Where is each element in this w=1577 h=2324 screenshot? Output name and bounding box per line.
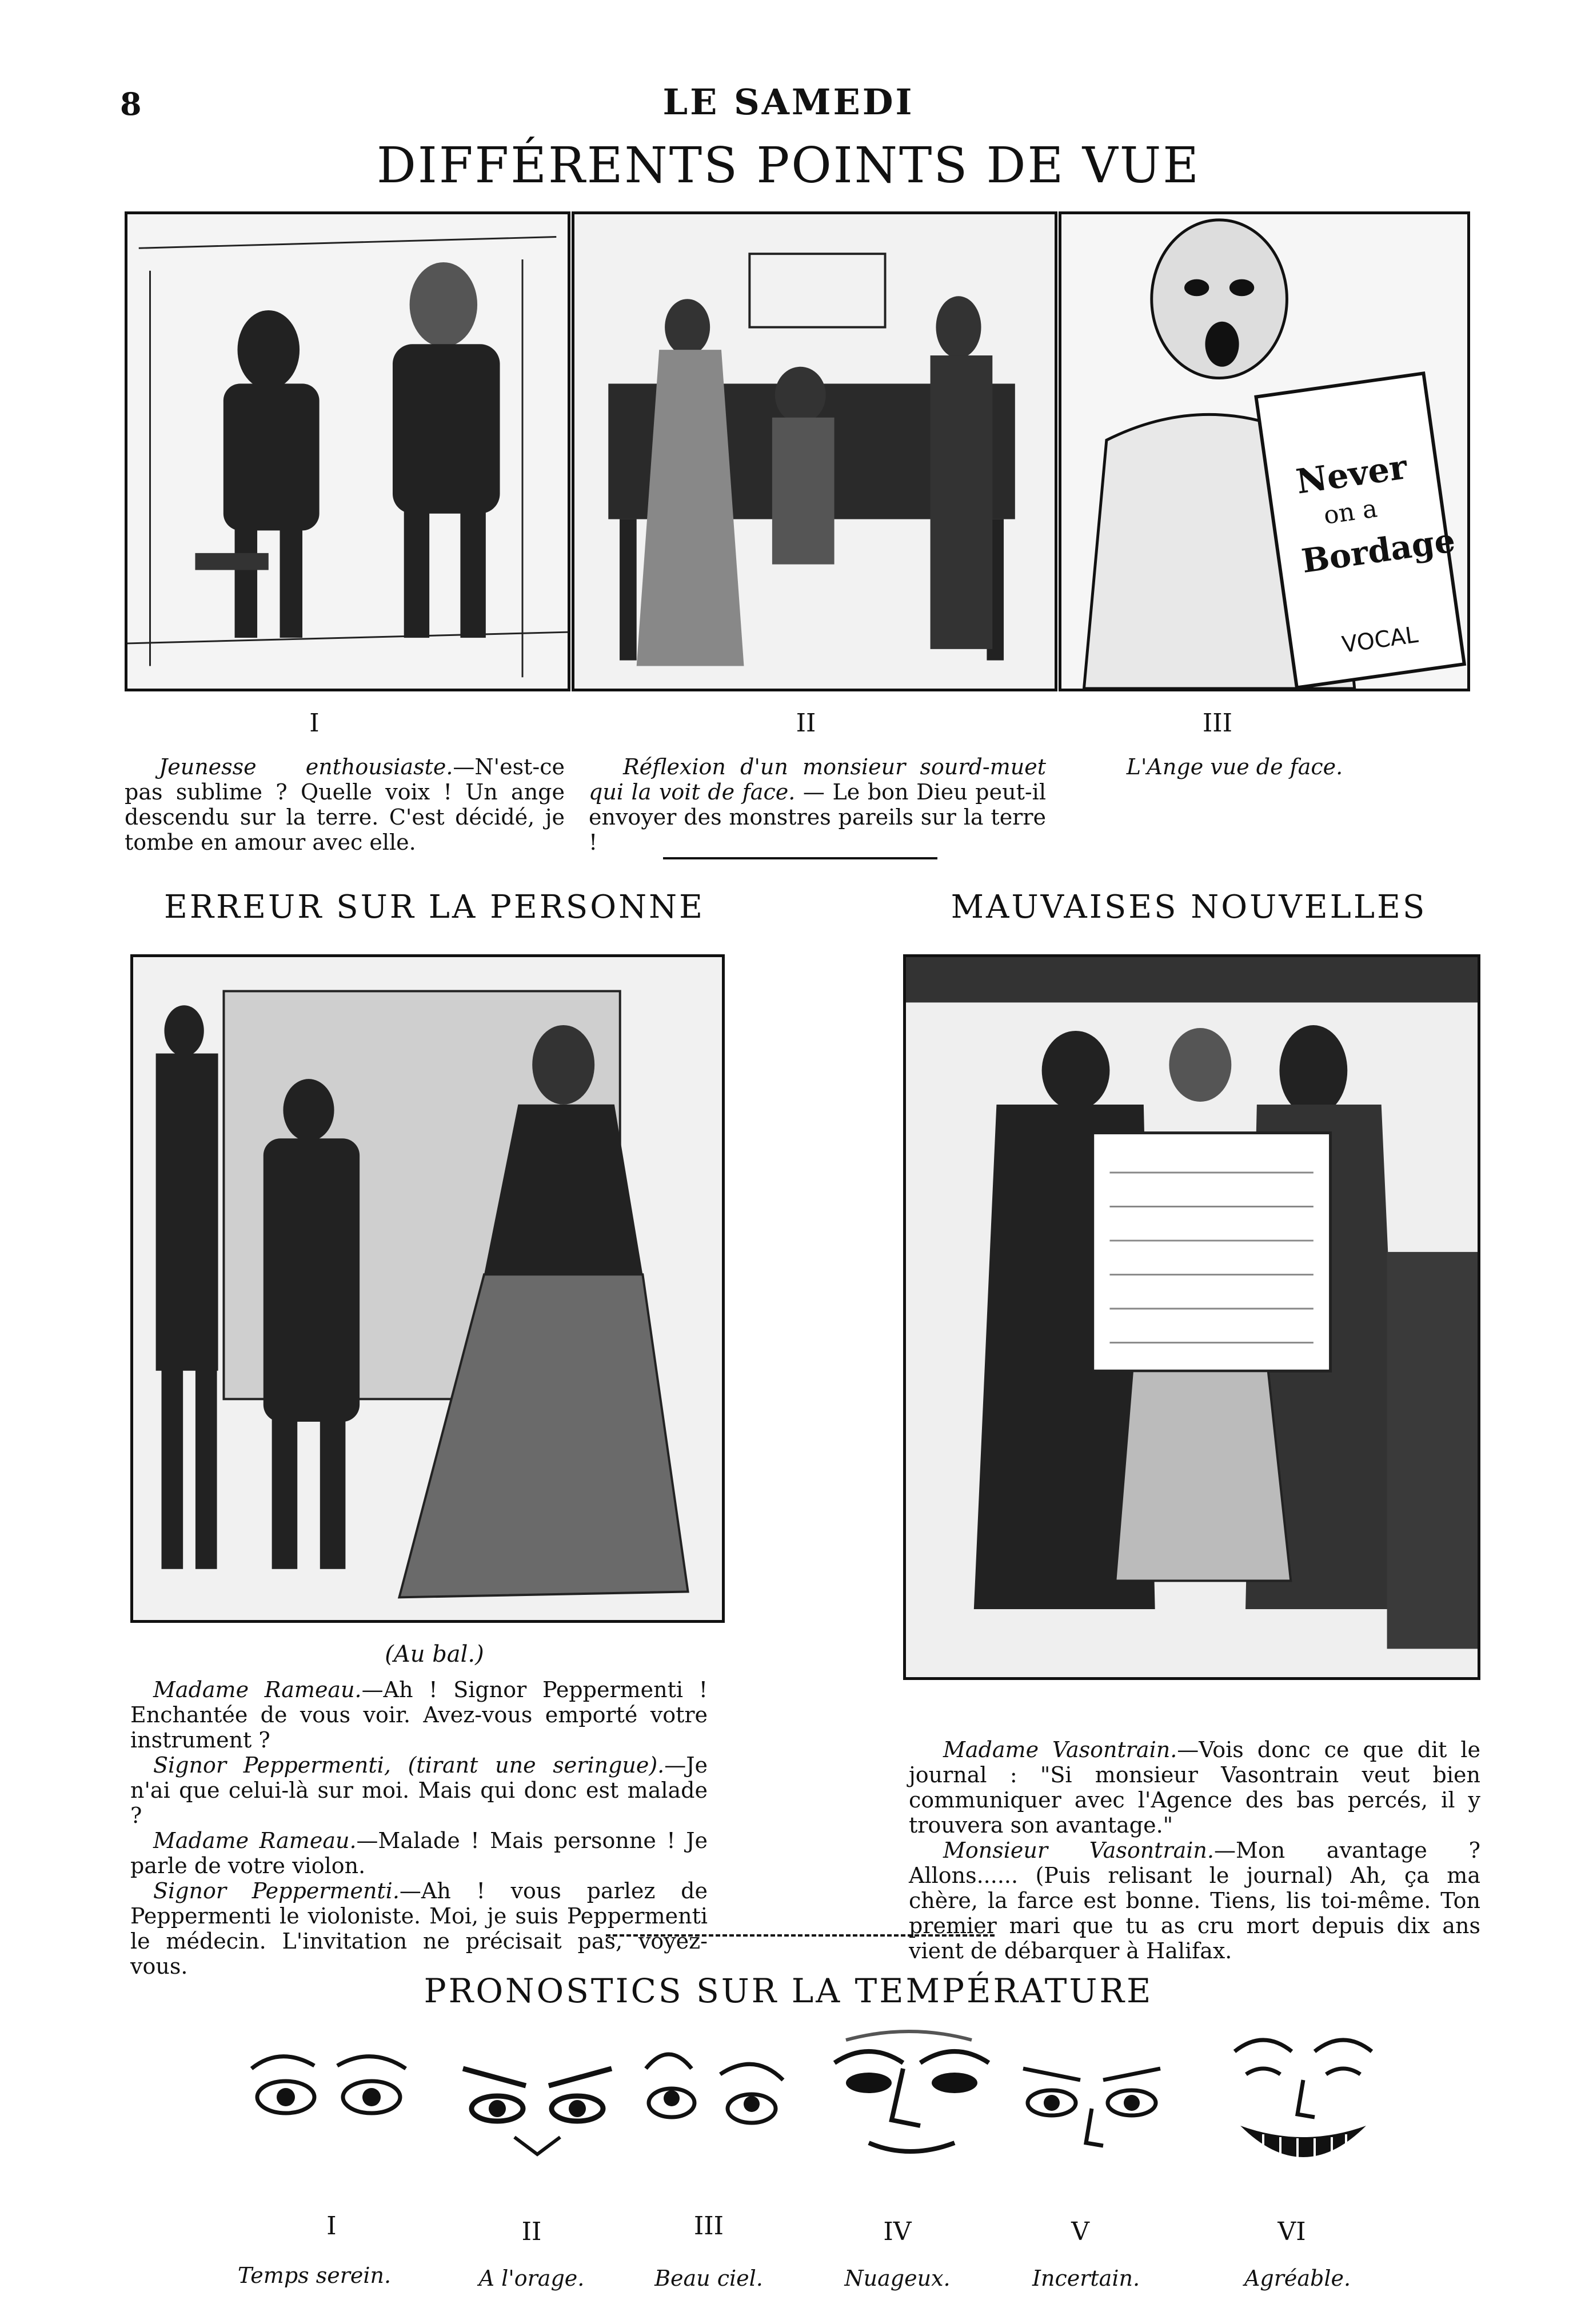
erreur-line-1 — [130, 1677, 708, 1753]
face-5-numeral: V — [1071, 2217, 1089, 2246]
erreur-dialogue — [130, 1677, 708, 1979]
masthead: LE SAMEDI — [662, 81, 915, 123]
erreur-line-3 — [130, 1828, 708, 1878]
face-6-label: Agréable. — [1244, 2266, 1351, 2291]
illustration-mauvaises — [903, 954, 1480, 1680]
face-2-label: A l'orage. — [478, 2266, 585, 2291]
erreur-line-2-text: —Je n'ai que celui-là sur moi. Mais qui donc est malade ? — [130, 1753, 708, 1828]
mauvaises-heading: MAUVAISES NOUVELLES — [951, 889, 1427, 926]
mauvaises-line-2-speaker: Monsieur Vasontrain. — [943, 1838, 1214, 1863]
erreur-scene-note: (Au bal.) — [385, 1641, 484, 1667]
illustration-erreur — [130, 954, 725, 1623]
panel-2-numeral: II — [796, 709, 816, 738]
face-4-numeral: IV — [883, 2217, 912, 2246]
erreur-line-4 — [130, 1878, 708, 1979]
erreur-line-2 — [130, 1753, 708, 1828]
face-2-numeral: II — [521, 2217, 542, 2246]
mauvaises-line-2-text: —Mon avantage ? Allons...... (Puis relisant le journal) Ah, ça ma chère, la farce est bonne. Tiens, lis toi-même. Ton premier mari que tu as cru mort depuis dix ans vient de débarquer à Halifax. — [909, 1838, 1480, 1963]
sheet-music-vocal: VOCAL — [1340, 621, 1420, 658]
erreur-heading: ERREUR SUR LA PERSONNE — [163, 889, 705, 926]
erreur-line-3-speaker: Madame Rameau. — [153, 1828, 357, 1853]
mauvaises-line-1 — [909, 1737, 1480, 1838]
illustration-panel-2 — [572, 211, 1057, 691]
erreur-line-1-speaker: Madame Rameau. — [153, 1677, 362, 1702]
panel-2-caption — [589, 754, 1046, 855]
face-5 — [1012, 2046, 1172, 2171]
face-3 — [634, 2046, 789, 2160]
panel-1-caption-speaker: Jeunesse enthousiaste. — [159, 754, 453, 779]
erreur-line-1-text: —Ah ! Signor Peppermenti ! Enchantée de vous voir. Avez-vous emporté votre instrument ? — [130, 1677, 708, 1753]
section-divider-1 — [663, 857, 937, 859]
face-3-label: Beau ciel. — [654, 2266, 763, 2291]
panel-2-caption-speaker: Réflexion d'un monsieur sourd-muet qui la voit de face. — [589, 754, 1046, 805]
illustration-panel-3 — [1059, 211, 1470, 691]
sheet-music-bordage: Bordage — [1299, 520, 1458, 581]
face-5-label: Incertain. — [1032, 2266, 1140, 2291]
panel-1-numeral: I — [309, 709, 320, 738]
erreur-line-4-text: —Ah ! vous parlez de Peppermenti le violoniste. Moi, je suis Peppermenti le médecin. L'invitation ne précisait pas, voyez-vous. — [130, 1878, 708, 1979]
erreur-line-4-speaker: Signor Peppermenti. — [153, 1878, 400, 1903]
panel-3-caption — [1086, 754, 1383, 779]
face-1-label: Temps serein. — [237, 2263, 392, 2288]
page-number: 8 — [120, 86, 142, 122]
panel-2-caption-text: — Le bon Dieu peut-il envoyer des monstres pareils sur la terre ! — [589, 779, 1046, 855]
section-divider-2 — [606, 1934, 995, 1937]
face-6-numeral: VI — [1277, 2217, 1306, 2246]
face-3-numeral: III — [693, 2211, 724, 2241]
sheet-music-ona: on a — [1322, 494, 1379, 530]
face-1-numeral: I — [326, 2211, 337, 2241]
face-6 — [1217, 2017, 1389, 2189]
panel-1-caption — [125, 754, 565, 855]
panel-3-numeral: III — [1202, 709, 1233, 738]
pronostics-heading: PRONOSTICS SUR LA TEMPÉRATURE — [424, 1971, 1153, 2010]
illustration-panel-1 — [125, 211, 570, 691]
panel-3-caption-speaker: L'Ange vue de face. — [1126, 754, 1343, 779]
panel-1-caption-text: —N'est-ce pas sublime ? Quelle voix ! Un ange descendu sur la terre. C'est décidé, je tombe en amour avec elle. — [125, 754, 565, 855]
face-1 — [240, 2040, 417, 2154]
face-2 — [457, 2046, 617, 2160]
erreur-line-2-speaker: Signor Peppermenti, (tirant une seringue). — [153, 1753, 665, 1778]
page-title: DIFFÉRENTS POINTS DE VUE — [376, 137, 1201, 194]
face-4-label: Nuageux. — [844, 2266, 951, 2291]
erreur-line-3-text: —Malade ! Mais personne ! Je parle de votre violon. — [130, 1828, 708, 1878]
face-4 — [823, 2029, 995, 2166]
sheet-music-never: Never — [1293, 446, 1410, 502]
mauvaises-dialogue — [909, 1737, 1480, 1963]
mauvaises-line-1-speaker: Madame Vasontrain. — [943, 1737, 1177, 1762]
mauvaises-line-2 — [909, 1838, 1480, 1963]
mauvaises-line-1-text: —Vois donc ce que dit le journal : "Si monsieur Vasontrain veut bien communiquer avec l'Agence des bas percés, il y trouvera son avantage." — [909, 1737, 1480, 1838]
